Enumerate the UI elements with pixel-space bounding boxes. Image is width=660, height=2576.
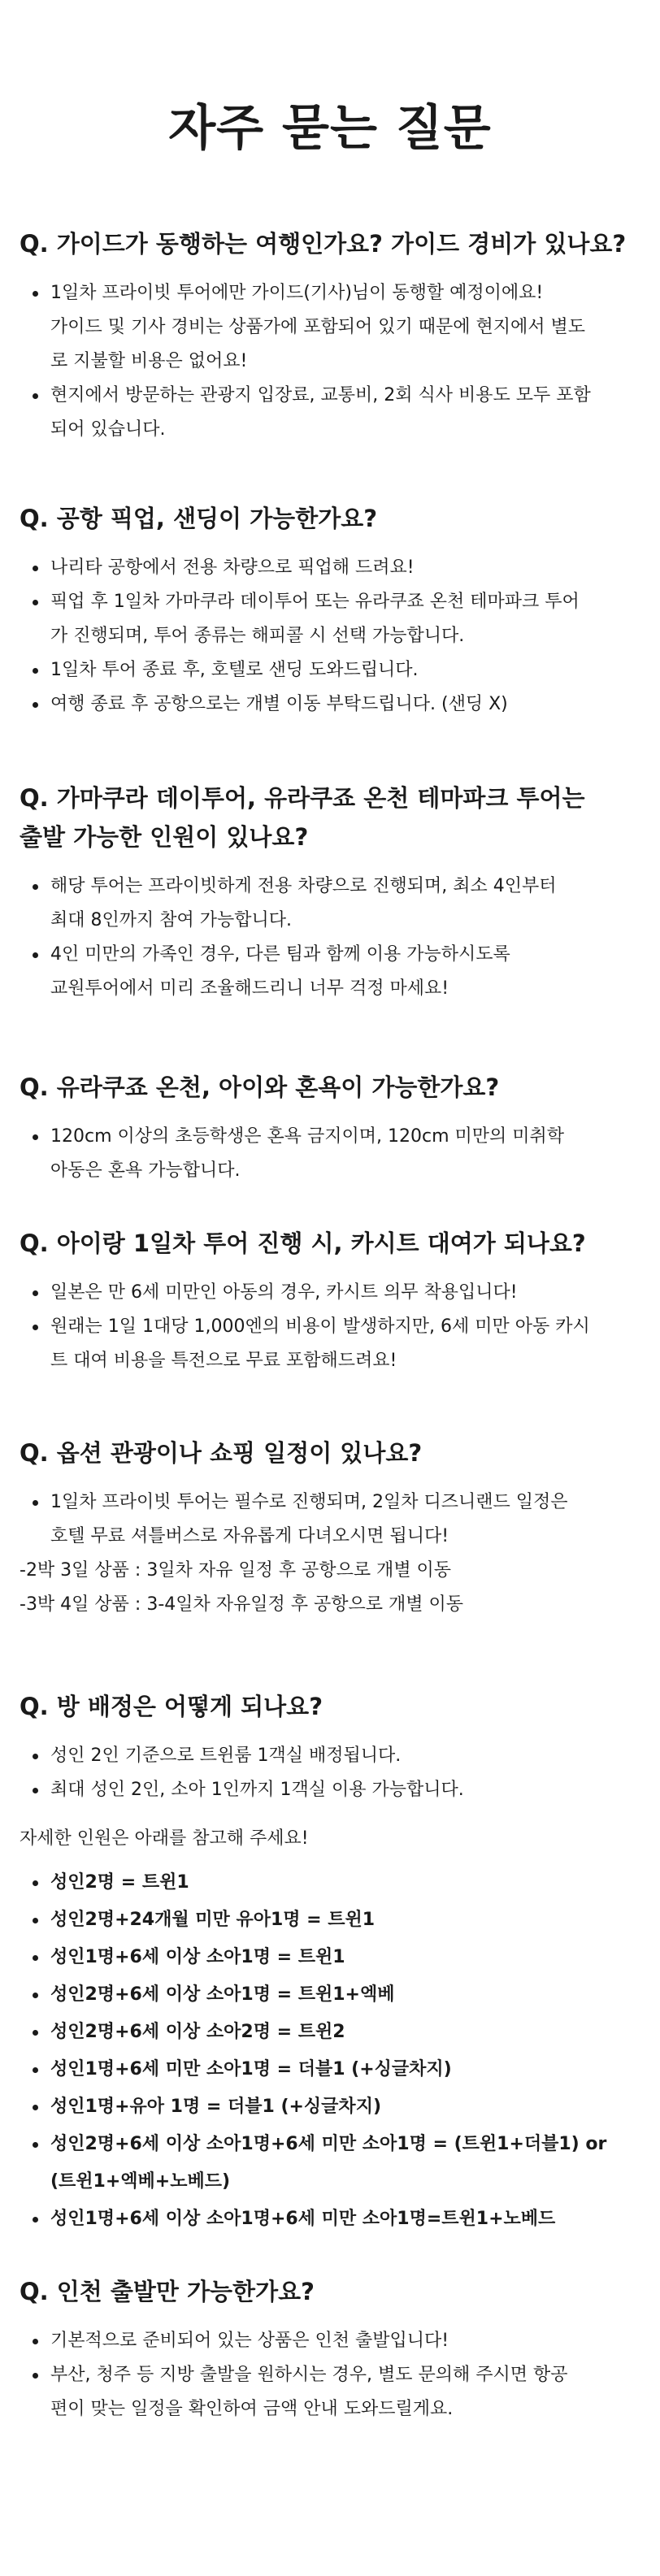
answer-item	[50, 938, 640, 1006]
room-line: 성인2명+6세 이상 소아2명 = 트윈2	[50, 2022, 345, 2042]
answer-line: 해당 투어는 프라이빗하게 전용 차량으로 진행되며, 최소 4인부터	[50, 876, 557, 896]
question-line: Q. 유라쿠죠 온천, 아이와 혼욕이 가능한가요?	[20, 1073, 500, 1101]
answer-line: 일본은 만 6세 미만인 아동의 경우, 카시트 의무 착용입니다!	[50, 1282, 518, 1303]
room-line: 성인1명+6세 이상 소아1명+6세 미만 소아1명=트윈1+노베드	[50, 2209, 556, 2229]
page-title: 자주 묻는 질문	[168, 100, 492, 157]
room-item	[50, 1976, 640, 2014]
faq-question	[20, 1224, 640, 1263]
faq-question	[20, 1433, 640, 1472]
room-note: 자세한 인원은 아래를 참고해 주세요!	[20, 1828, 309, 1849]
answer-list	[20, 870, 640, 1006]
answer-item	[50, 1773, 640, 1807]
faq-question	[20, 499, 640, 538]
faq-question	[20, 1068, 640, 1107]
room-item	[50, 2201, 640, 2238]
answer-item	[50, 276, 640, 379]
answer-line: 기본적으로 준비되어 있는 상품은 인천 출발입니다!	[50, 2331, 449, 2351]
faq-question	[20, 1687, 640, 1726]
faq-question	[20, 2272, 640, 2311]
answer-line: 현지에서 방문하는 관광지 입장료, 교통비, 2회 식사 비용도 모두 포함	[50, 385, 591, 405]
answer-line: 1일차 프라이빗 투어에만 가이드(기사)님이 동행할 예정이에요!	[50, 283, 544, 303]
faq-question	[20, 778, 640, 856]
answer-list	[20, 1739, 640, 1807]
answer-list	[20, 276, 640, 447]
answer-line: 로 지불할 비용은 없어요!	[50, 351, 248, 371]
answer-item	[50, 653, 640, 687]
room-line: 성인1명+6세 이상 소아1명 = 트윈1	[50, 1947, 345, 1967]
question-line: Q. 방 배정은 어떻게 되나요?	[20, 1693, 323, 1720]
question-line: Q. 가마쿠라 데이투어, 유라쿠죠 온천 테마파크 투어는	[20, 784, 585, 812]
answer-list	[20, 551, 640, 722]
answer-line: 호텔 무료 셔틀버스로 자유롭게 다녀오시면 됩니다!	[50, 1526, 449, 1546]
faq-item-departure	[20, 2272, 640, 2426]
answer-line: 되어 있습니다.	[50, 419, 166, 440]
answer-item	[50, 1485, 640, 1554]
faq-item-airport	[20, 499, 640, 722]
answer-item	[50, 2358, 640, 2426]
answer-item	[50, 585, 640, 653]
answer-item	[50, 1310, 640, 1378]
faq-item-guide	[20, 224, 640, 447]
answer-line: 최대 8인까지 참여 가능합니다.	[50, 910, 292, 930]
answer-line: 가 진행되며, 투어 종류는 해피콜 시 선택 가능합니다.	[50, 626, 465, 646]
room-item	[50, 2051, 640, 2088]
answer-line: 원래는 1일 1대당 1,000엔의 비용이 발생하지만, 6세 미만 아동 카시	[50, 1316, 590, 1337]
answer-list	[20, 1276, 640, 1378]
faq-item-options	[20, 1433, 640, 1622]
faq-item-tour-headcount	[20, 778, 640, 1006]
answer-item	[50, 379, 640, 447]
answer-line: 성인 2인 기준으로 트윈룸 1객실 배정됩니다.	[50, 1746, 402, 1766]
faq-item-car-seat	[20, 1224, 640, 1378]
itinerary-line: -2박 3일 상품 : 3일차 자유 일정 후 공항으로 개별 이동	[20, 1560, 452, 1581]
room-item	[50, 1939, 640, 1976]
answer-line: 편이 맞는 일정을 확인하여 금액 안내 도와드릴게요.	[50, 2399, 454, 2419]
question-line: Q. 가이드가 동행하는 여행인가요? 가이드 경비가 있나요?	[20, 230, 627, 258]
answer-line: 나리타 공항에서 전용 차량으로 픽업해 드려요!	[50, 557, 415, 578]
faq-item-room-assignment	[20, 1687, 640, 2238]
answer-list	[20, 2324, 640, 2426]
answer-item	[50, 870, 640, 938]
answer-list	[20, 1120, 640, 1188]
answer-line: 120cm 이상의 초등학생은 혼욕 금지이며, 120cm 미만의 미취학	[50, 1126, 565, 1147]
answer-list	[20, 1485, 640, 1554]
answer-line: 트 대여 비용을 특전으로 무료 포함해드려요!	[50, 1351, 397, 1371]
room-item	[50, 1864, 640, 1902]
answer-line: 1일차 프라이빗 투어는 필수로 진행되며, 2일차 디즈니랜드 일정은	[50, 1492, 568, 1512]
question-line: Q. 공항 픽업, 샌딩이 가능한가요?	[20, 505, 378, 532]
answer-line: 교원투어에서 미리 조율해드리니 너무 걱정 마세요!	[50, 978, 449, 999]
answer-line: 최대 성인 2인, 소아 1인까지 1객실 이용 가능합니다.	[50, 1780, 464, 1800]
answer-line: 픽업 후 1일차 가마쿠라 데이투어 또는 유라쿠죠 온천 테마파크 투어	[50, 592, 580, 612]
answer-line: 1일차 투어 종료 후, 호텔로 샌딩 도와드립니다.	[50, 660, 419, 680]
answer-item	[50, 551, 640, 585]
question-line: Q. 아이랑 1일차 투어 진행 시, 카시트 대여가 되나요?	[20, 1229, 586, 1257]
answer-item	[50, 1276, 640, 1310]
question-line: Q. 인천 출발만 가능한가요?	[20, 2278, 315, 2305]
answer-item	[50, 1739, 640, 1773]
room-line: 성인1명+6세 미만 소아1명 = 더블1 (+싱글차지)	[50, 2059, 452, 2079]
answer-line: 가이드 및 기사 경비는 상품가에 포함되어 있기 때문에 현지에서 별도	[50, 317, 585, 337]
answer-item	[50, 2324, 640, 2358]
answer-line: 4인 미만의 가족인 경우, 다른 팀과 함께 이용 가능하시도록	[50, 944, 510, 965]
room-item	[50, 2126, 640, 2201]
faq-item-onsen-bathing	[20, 1068, 640, 1188]
room-list	[20, 1864, 640, 2238]
answer-line: 아동은 혼욕 가능합니다.	[50, 1160, 241, 1181]
room-line: 성인2명 = 트윈1	[50, 1872, 189, 1893]
faq-question	[20, 224, 640, 263]
question-line: 출발 가능한 인원이 있나요?	[20, 823, 309, 851]
answer-item	[50, 1120, 640, 1188]
question-line: Q. 옵션 관광이나 쇼핑 일정이 있나요?	[20, 1439, 423, 1467]
room-item	[50, 2088, 640, 2126]
answer-line: 부산, 청주 등 지방 출발을 원하시는 경우, 별도 문의해 주시면 항공	[50, 2365, 568, 2385]
room-item	[50, 2014, 640, 2051]
room-line: 성인2명+24개월 미만 유아1명 = 트윈1	[50, 1910, 376, 1930]
room-item	[50, 1902, 640, 1939]
answer-item	[50, 687, 640, 722]
answer-line: 여행 종료 후 공항으로는 개별 이동 부탁드립니다. (샌딩 X)	[50, 694, 508, 714]
room-line: 성인2명+6세 이상 소아1명+6세 미만 소아1명 = (트윈1+더블1) or	[50, 2134, 607, 2154]
itinerary-line: -3박 4일 상품 : 3-4일차 자유일정 후 공항으로 개별 이동	[20, 1594, 464, 1615]
room-line: 성인1명+유아 1명 = 더블1 (+싱글차지)	[50, 2097, 381, 2117]
room-line: (트윈1+엑베+노베드)	[50, 2171, 231, 2192]
room-line: 성인2명+6세 이상 소아1명 = 트윈1+엑베	[50, 1984, 395, 2005]
